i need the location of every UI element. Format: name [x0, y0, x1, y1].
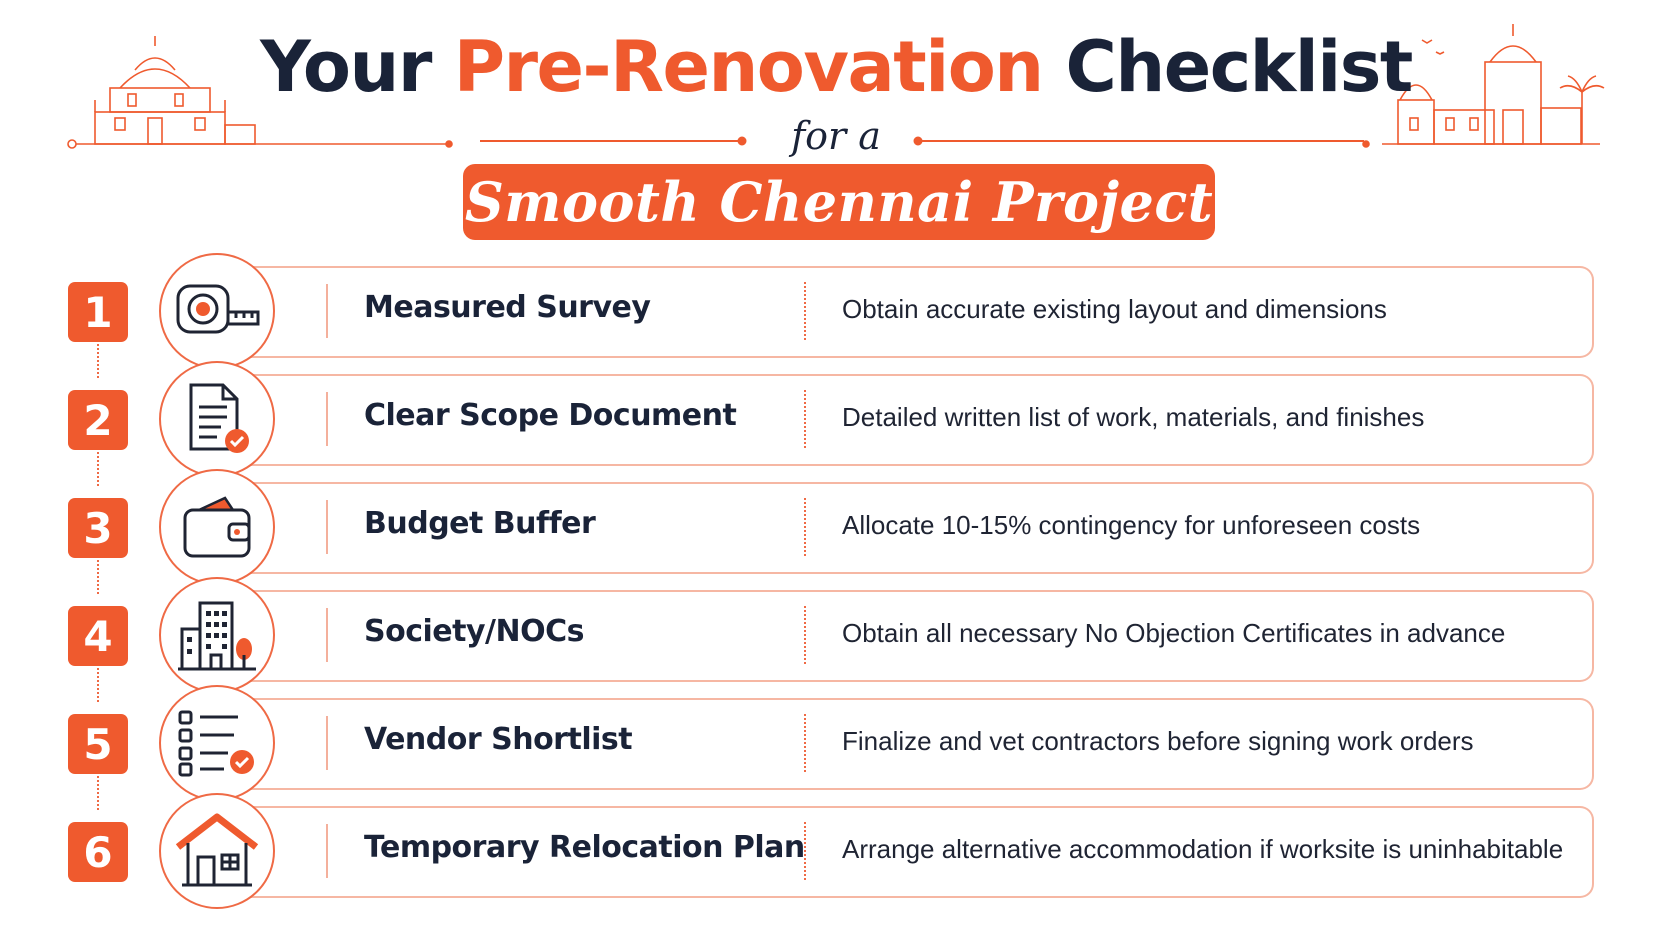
item-title: Clear Scope Document: [364, 398, 737, 433]
step-number: 6: [68, 822, 128, 882]
item-description: Arrange alternative accommodation if worksite is uninhabitable: [842, 834, 1564, 864]
house-icon: [174, 811, 260, 891]
step-number: 4: [68, 606, 128, 666]
building-icon: [174, 595, 260, 675]
dotted-divider: [804, 714, 806, 772]
icon-circle: [159, 469, 275, 585]
icon-circle: [159, 361, 275, 477]
item-title: Measured Survey: [364, 290, 651, 325]
checklist-item: [0, 482, 1672, 574]
banner-text: Smooth Chennai Project: [464, 170, 1214, 234]
document-check-icon: [177, 379, 257, 459]
item-description: Allocate 10-15% contingency for unforeseen costs: [842, 510, 1421, 540]
item-title: Temporary Relocation Plan: [364, 830, 805, 865]
step-number: 2: [68, 390, 128, 450]
icon-circle: [159, 793, 275, 909]
item-description: Detailed written list of work, materials, and finishes: [842, 402, 1425, 432]
item-description: Finalize and vet contractors before signing work orders: [842, 726, 1474, 756]
icon-circle: [159, 577, 275, 693]
dotted-divider: [804, 390, 806, 448]
dotted-divider: [804, 606, 806, 664]
item-title: Vendor Shortlist: [364, 722, 633, 757]
title-accent: Pre-Renovation: [453, 26, 1043, 108]
divider: [326, 392, 328, 446]
icon-circle: [159, 685, 275, 801]
measuring-tape-icon: [172, 276, 262, 346]
title-part1: Your: [260, 26, 454, 108]
checklist-item: [0, 698, 1672, 790]
divider: [326, 500, 328, 554]
step-number: 1: [68, 282, 128, 342]
wallet-icon: [177, 492, 257, 562]
item-title: Budget Buffer: [364, 506, 596, 541]
step-number: 5: [68, 714, 128, 774]
dotted-divider: [804, 282, 806, 340]
dotted-divider: [804, 498, 806, 556]
divider: [326, 284, 328, 338]
step-number: 3: [68, 498, 128, 558]
checklist-item: [0, 806, 1672, 898]
checklist-item: [0, 266, 1672, 358]
item-description: Obtain all necessary No Objection Certificates in advance: [842, 618, 1506, 648]
divider: [326, 608, 328, 662]
dotted-divider: [804, 822, 806, 880]
item-description: Obtain accurate existing layout and dimensions: [842, 294, 1387, 324]
icon-circle: [159, 253, 275, 369]
divider: [326, 716, 328, 770]
checklist-item: [0, 590, 1672, 682]
subtitle-connector: for a: [791, 114, 881, 158]
divider: [326, 824, 328, 878]
title-part2: Checklist: [1042, 26, 1412, 108]
item-title: Society/NOCs: [364, 614, 584, 649]
checklist-icon: [174, 708, 260, 778]
checklist-item: [0, 374, 1672, 466]
